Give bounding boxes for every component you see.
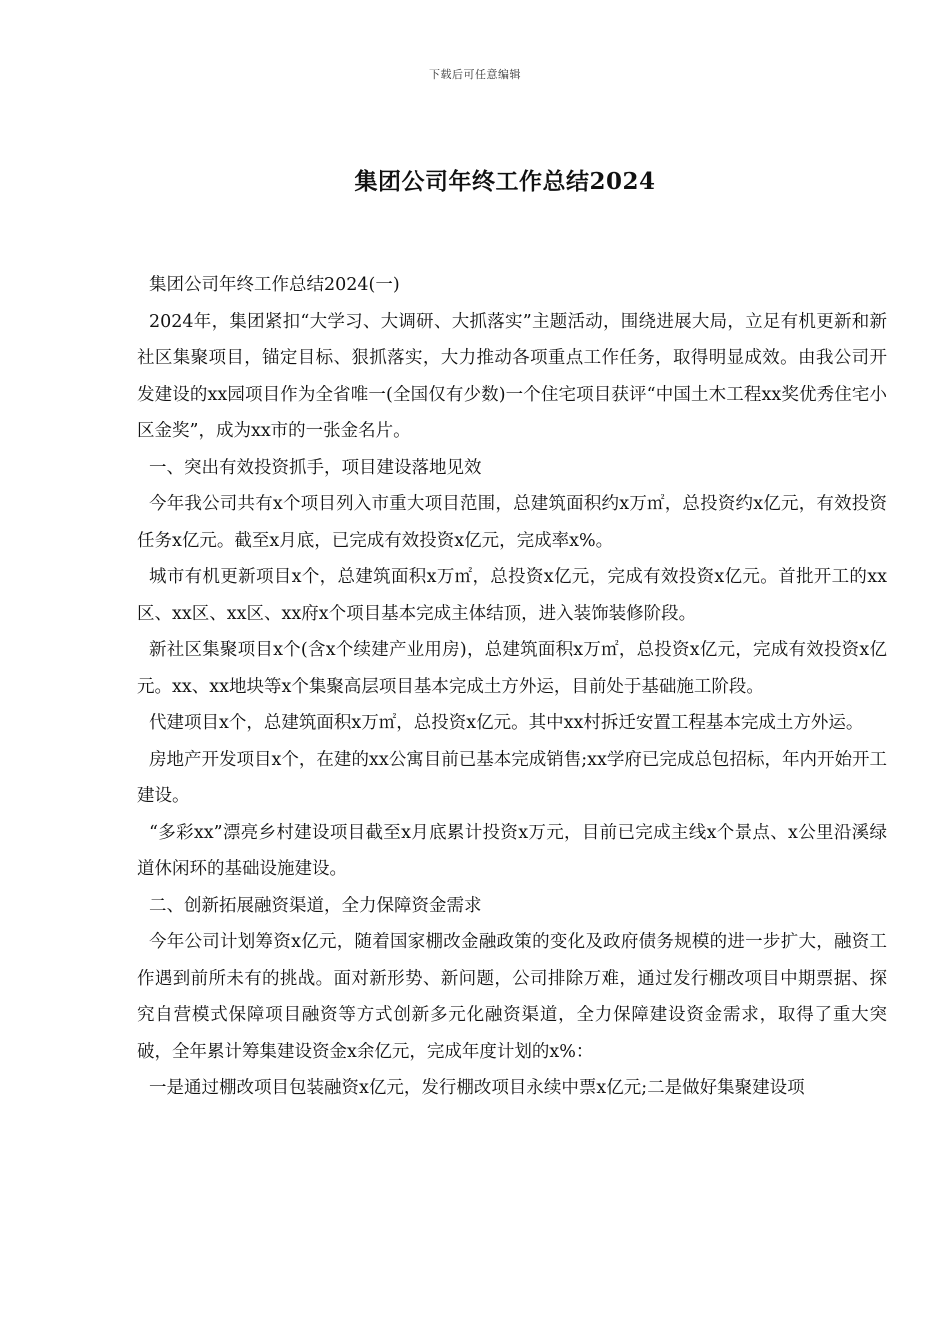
- document-body: [137, 267, 887, 1107]
- paragraph: “多彩xx”漂亮乡村建设项目截至x月底累计投资x万元，目前已完成主线x个景点、x公里沿溪绿道休闲环的基础设施建设。: [137, 822, 887, 879]
- paragraph-intro: 2024年，集团紧扣“大学习、大调研、大抓落实”主题活动，围绕进展大局，立足有机更新和新社区集聚项目，锚定目标、狠抓落实，大力推动各项重点工作任务，取得明显成效。由我公司开发建设的xx园项目作为全省唯一(全国仅有少数)一个住宅项目获评“中国土木工程xx奖优秀住宅小区金奖”，成为xx市的一张金名片。: [137, 311, 887, 441]
- header-note: 下载后可任意编辑: [429, 68, 521, 81]
- section-heading-1: 一、突出有效投资抓手，项目建设落地见效: [149, 457, 482, 478]
- paragraph: 城市有机更新项目x个，总建筑面积x万㎡，总投资x亿元，完成有效投资x亿元。首批开工的xx区、xx区、xx区、xx府x个项目基本完成主体结顶，进入装饰装修阶段。: [137, 567, 887, 624]
- paragraph: 新社区集聚项目x个(含x个续建产业用房)，总建筑面积x万㎡，总投资x亿元，完成有效投资x亿元。xx、xx地块等x个集聚高层项目基本完成土方外运，目前处于基础施工阶段。: [137, 640, 887, 697]
- paragraph: 房地产开发项目x个，在建的xx公寓目前已基本完成销售;xx学府已完成总包招标，年内开始开工建设。: [137, 749, 887, 806]
- document-title: 集团公司年终工作总结2024: [354, 168, 656, 195]
- section-heading-2: 二、创新拓展融资渠道，全力保障资金需求: [149, 895, 482, 916]
- paragraph: 今年公司计划筹资x亿元，随着国家棚改金融政策的变化及政府债务规模的进一步扩大，融资工作遇到前所未有的挑战。面对新形势、新问题，公司排除万难，通过发行棚改项目中期票据、探究自营模式保障项目融资等方式创新多元化融资渠道，全力保障建设资金需求，取得了重大突破，全年累计筹集建设资金x余亿元，完成年度计划的x%：: [137, 932, 887, 1062]
- paragraph: 代建项目x个，总建筑面积x万㎡，总投资x亿元。其中xx村拆迁安置工程基本完成土方外运。: [149, 713, 864, 733]
- paragraph: 一是通过棚改项目包装融资x亿元，发行棚改项目永续中票x亿元;二是做好集聚建设项: [149, 1078, 805, 1098]
- paragraph-subtitle: 集团公司年终工作总结2024(一): [149, 275, 400, 295]
- paragraph: 今年我公司共有x个项目列入市重大项目范围，总建筑面积约x万㎡，总投资约x亿元，有效投资任务x亿元。截至x月底，已完成有效投资x亿元，完成率x%。: [137, 494, 887, 551]
